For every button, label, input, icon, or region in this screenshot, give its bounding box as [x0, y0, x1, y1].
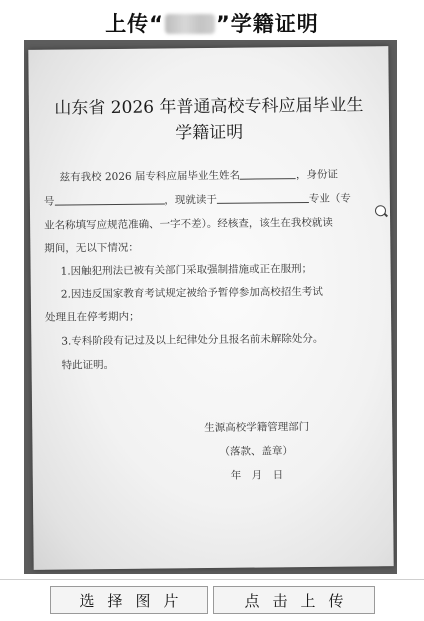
document-item2: 2.因违反国家教育考试规定被给予暂停参加高校招生考试 — [60, 285, 323, 301]
document-line2-text-b: ，现就读于 — [164, 193, 217, 207]
page-title-suffix: ”学籍证明 — [216, 12, 319, 36]
page-title — [0, 8, 424, 38]
redacted-name-mark — [165, 14, 215, 34]
signature-date: 年 月 日 — [230, 469, 284, 482]
id-number-blank — [54, 192, 164, 205]
document-item1: 1.因触犯刑法已被有关部门采取强制措施或正在服刑； — [60, 262, 313, 278]
signature-organization: 生源高校学籍管理部门 — [204, 420, 310, 435]
zoom-icon — [375, 205, 386, 216]
document-line2 — [44, 191, 351, 209]
name-blank — [240, 167, 296, 180]
select-image-button[interactable]: 选择图片 — [50, 586, 208, 614]
document-line1-text-b: ，身份证 — [295, 168, 339, 182]
document-title-line1: 山东省 2026 年普通高校专科应届毕业生 — [54, 95, 364, 119]
certificate-paper — [28, 46, 393, 570]
document-title-line2: 学籍证明 — [175, 122, 244, 144]
upload-button[interactable]: 点击上传 — [213, 586, 375, 614]
signature-seal-note: （落款、盖章） — [219, 445, 294, 458]
divider — [0, 579, 424, 580]
page-title-prefix: 上传“ — [105, 12, 164, 36]
document-line4: 期间，无以下情况： — [44, 241, 139, 255]
document-line1 — [60, 167, 339, 185]
certificate-photo-preview — [24, 40, 397, 574]
document-item2-continued: 处理且在停考期内； — [45, 310, 140, 324]
document-line2-text-a: 号 — [43, 195, 55, 208]
document-line1-text-a: 兹有我校 2026 届专科应届毕业生姓名 — [59, 169, 241, 184]
document-line2-text-c: 专业（专 — [308, 192, 351, 205]
document-line3: 业名称填写应规范准确、一字不差）。经核查，该生在我校就读 — [44, 216, 333, 232]
document-closing: 特此证明。 — [61, 359, 115, 372]
major-blank — [217, 191, 309, 204]
document-item3: 3.专科阶段有记过及以上纪律处分且报名前未解除处分。 — [61, 332, 324, 348]
